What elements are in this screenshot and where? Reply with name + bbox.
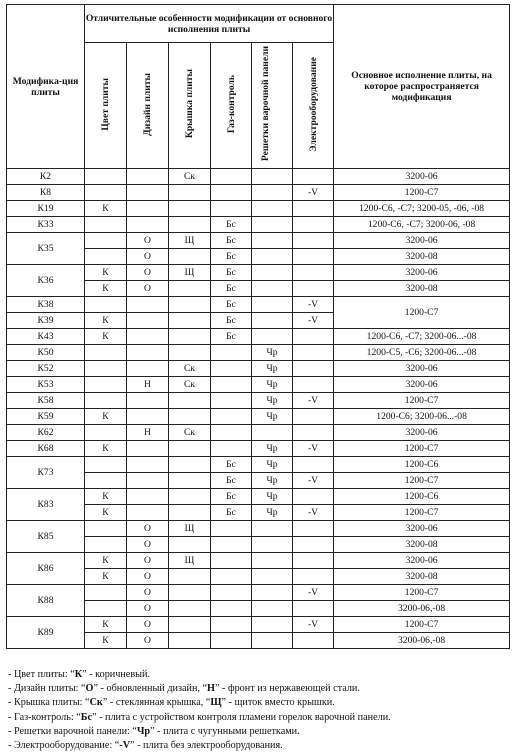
model-cell: К33 [7,217,85,233]
feature-cell [252,313,293,329]
feature-cell: Бс [211,249,252,265]
model-cell: К89 [7,617,85,649]
feature-cell [211,569,252,585]
base-version-cell: 1200-С6, -С7; 3200-06, -08 [334,217,510,233]
feature-cell [127,393,169,409]
feature-cell [293,233,334,249]
table-row [7,425,510,441]
base-version-cell: 3200-06 [334,169,510,185]
feature-cell [252,185,293,201]
base-version-cell: 1200-С7 [334,185,510,201]
feature-cell [293,281,334,297]
feature-cell [252,249,293,265]
legend-text: - Электрооборудование: “ [8,740,120,752]
model-cell: К19 [7,201,85,217]
legend-text: ” - стеклянная крышка, “ [102,697,211,709]
feature-cell: Н [127,377,169,393]
feature-cell [252,537,293,553]
feature-cell [293,377,334,393]
feature-cell [127,297,169,313]
model-cell: К8 [7,185,85,201]
feature-cell: О [127,265,169,281]
legend-text: ” - обновленный дизайн, “ [93,683,208,695]
feature-cell [127,457,169,473]
legend-code: К [74,669,83,680]
feature-cell: -V [293,441,334,457]
legend-text: - Решетки варочной панели: “ [8,725,137,737]
base-version-cell: 1200-С6 [334,489,510,505]
feature-cell [211,425,252,441]
feature-cell [85,457,127,473]
feature-cell [127,329,169,345]
base-version-cell: 3200-06 [334,521,510,537]
feature-cell [169,537,211,553]
feature-cell: -V [293,393,334,409]
feature-cell [85,473,127,489]
feature-cell [169,201,211,217]
table-row [7,297,510,313]
feature-cell [293,329,334,345]
feature-cell: К [85,281,127,297]
feature-cell [169,409,211,425]
legend-text: ” - плита с чугунными решетками. [150,725,300,737]
feature-cell [169,297,211,313]
feature-cell: Ск [169,377,211,393]
feature-cell [127,313,169,329]
legend-text: - Крышка плиты: “ [8,697,90,709]
feature-cell: Бс [211,217,252,233]
table-row [7,409,510,425]
feature-cell [252,569,293,585]
legend-note [8,725,508,739]
feature-cell [127,441,169,457]
feature-cell [252,617,293,633]
legend-text: - Цвет плиты: “ [8,669,75,680]
model-cell: К62 [7,425,85,441]
feature-cell [252,297,293,313]
feature-cell [293,489,334,505]
feature-cell: К [85,505,127,521]
feature-cell [293,249,334,265]
feature-cell [85,249,127,265]
feature-cell: Бс [211,281,252,297]
table-row [7,457,510,473]
feature-cell [169,329,211,345]
feature-cell: Бс [211,297,252,313]
feature-cell: К [85,569,127,585]
feature-cell [252,425,293,441]
legend-text: ” - фронт из нержавеющей стали. [214,683,360,695]
feature-cell [127,505,169,521]
feature-cell: -V [293,505,334,521]
legend-text: - Газ-контроль: “ [8,711,81,723]
legend-code: Н [207,683,215,695]
feature-cell: О [127,281,169,297]
table-row [7,617,510,633]
feature-cell [211,521,252,537]
table-row [7,265,510,281]
table-row [7,169,510,185]
feature-cell [127,201,169,217]
feature-cell: Бс [211,329,252,345]
feature-cell: Щ [169,233,211,249]
feature-cell: Ск [169,361,211,377]
feature-cell: Чр [252,505,293,521]
feature-cell: К [85,201,127,217]
feature-cell: О [127,601,169,617]
modifications-table [6,4,510,649]
feature-cell: О [127,617,169,633]
header-design-col: Дизайн плиты [127,43,169,169]
base-version-cell: 1200-С6; 3200-06...-08 [334,409,510,425]
feature-cell: К [85,265,127,281]
feature-cell: -V [293,313,334,329]
feature-cell: -V [293,473,334,489]
model-cell: К50 [7,345,85,361]
feature-cell [211,393,252,409]
model-cell: К43 [7,329,85,345]
base-version-cell: 3200-08 [334,249,510,265]
feature-cell [293,169,334,185]
table-row [7,233,510,249]
legend-text: - Дизайн плиты: “ [8,683,86,695]
feature-cell: Чр [252,441,293,457]
legend-code: О [85,683,94,695]
base-version-cell: 1200-С7 [334,617,510,633]
model-cell: К35 [7,233,85,265]
base-version-cell: 3200-08 [334,537,510,553]
header-model: Модифика-ция плиты [7,5,85,169]
feature-cell [211,185,252,201]
base-version-cell: 3200-06 [334,233,510,249]
feature-cell [169,617,211,633]
feature-cell [252,169,293,185]
legend-code: Щ [210,697,222,709]
base-version-cell: 1200-С7 [334,441,510,457]
base-version-cell: 3200-08 [334,569,510,585]
feature-cell [252,553,293,569]
model-cell: К88 [7,585,85,617]
feature-cell [211,601,252,617]
feature-cell [127,345,169,361]
feature-cell [85,377,127,393]
feature-cell [85,361,127,377]
feature-cell [169,633,211,649]
feature-cell [169,345,211,361]
feature-cell [211,169,252,185]
feature-cell: Ск [169,425,211,441]
feature-cell: Чр [252,377,293,393]
feature-cell [169,185,211,201]
feature-cell [293,633,334,649]
feature-cell: Чр [252,393,293,409]
model-cell: К86 [7,553,85,585]
feature-cell: О [127,585,169,601]
feature-cell [252,201,293,217]
legend-note [8,711,508,725]
legend-code: Чр [136,725,151,737]
feature-cell: Бс [211,265,252,281]
feature-cell [85,585,127,601]
model-cell: К52 [7,361,85,377]
feature-cell: О [127,537,169,553]
header-lid-col: Крышка плиты [169,43,211,169]
feature-cell [211,633,252,649]
feature-cell: О [127,249,169,265]
header-gas-control-col: Газ-контроль [211,43,252,169]
legend-notes [8,668,508,753]
base-version-cell: 1200-С6, -С7; 3200-06...-08 [334,329,510,345]
base-version-cell: 1200-С6 [334,457,510,473]
feature-cell [252,329,293,345]
base-version-cell: 3200-06 [334,377,510,393]
feature-cell [293,345,334,361]
model-cell: К58 [7,393,85,409]
feature-cell [127,185,169,201]
feature-cell [85,537,127,553]
base-version-cell: 3200-06,-08 [334,601,510,617]
feature-cell [211,441,252,457]
feature-cell: -V [293,185,334,201]
feature-cell [127,409,169,425]
feature-cell: К [85,329,127,345]
feature-cell [211,585,252,601]
feature-cell: Чр [252,361,293,377]
table-row [7,521,510,537]
base-version-cell: 3200-06,-08 [334,633,510,649]
header-differences: Отличительные особенности модификации от основного исполнения плиты [85,5,334,43]
header-color-col: Цвет плиты [85,43,127,169]
feature-cell [169,473,211,489]
feature-cell [293,569,334,585]
base-version-cell: 1200-С5, -С6; 3200-06...-08 [334,345,510,361]
feature-cell: Н [127,425,169,441]
feature-cell [169,505,211,521]
feature-cell: Бс [211,313,252,329]
feature-cell: Бс [211,505,252,521]
feature-cell [252,265,293,281]
feature-cell: Ск [169,169,211,185]
feature-cell: Чр [252,489,293,505]
feature-cell [127,473,169,489]
feature-cell: Щ [169,553,211,569]
base-version-cell: 3200-06 [334,361,510,377]
model-cell: К39 [7,313,85,329]
model-cell: К83 [7,489,85,521]
feature-cell [85,185,127,201]
table-row [7,377,510,393]
base-version-cell: 3200-06 [334,265,510,281]
feature-cell [85,601,127,617]
model-cell: К59 [7,409,85,425]
feature-cell [293,265,334,281]
table-row [7,489,510,505]
legend-note [8,739,508,753]
table-row [7,585,510,601]
base-version-cell: 1200-С7 [334,585,510,601]
feature-cell [85,297,127,313]
model-cell: К38 [7,297,85,313]
table-row [7,553,510,569]
table-row [7,217,510,233]
feature-cell [211,361,252,377]
feature-cell: Бс [211,489,252,505]
feature-cell: О [127,233,169,249]
feature-cell [169,601,211,617]
base-version-cell: 1200-С7 [334,393,510,409]
feature-cell [293,201,334,217]
feature-cell: -V [293,297,334,313]
table-row [7,393,510,409]
feature-cell: -V [293,585,334,601]
feature-cell [169,441,211,457]
feature-cell [252,281,293,297]
legend-code: Бс [80,711,93,723]
feature-cell: К [85,633,127,649]
feature-cell [169,281,211,297]
feature-cell [169,217,211,233]
table-row [7,361,510,377]
feature-cell: К [85,489,127,505]
feature-cell [293,361,334,377]
feature-cell [293,425,334,441]
feature-cell: -V [293,617,334,633]
header-electrical-col: Электрооборудование [293,43,334,169]
base-version-cell: 3200-06 [334,553,510,569]
model-cell: К53 [7,377,85,393]
base-version-cell: 3200-06 [334,425,510,441]
base-version-cell: 1200-С7 [334,505,510,521]
table-body [7,169,510,649]
legend-text: ” - плита с устройством контроля пламени горелок варочной панели. [92,711,391,723]
base-version-cell: 1200-С7 [334,473,510,489]
feature-cell [211,409,252,425]
base-version-cell: 1200-С7 [334,297,510,329]
feature-cell [85,521,127,537]
feature-cell [85,345,127,361]
table-row [7,185,510,201]
feature-cell: К [85,313,127,329]
feature-cell [85,393,127,409]
feature-cell: Щ [169,265,211,281]
legend-note [8,696,508,710]
feature-cell: Чр [252,473,293,489]
feature-cell [169,313,211,329]
feature-cell [293,521,334,537]
legend-text: ” - щиток вместо крышки. [221,697,335,709]
feature-cell [127,169,169,185]
model-cell: К2 [7,169,85,185]
feature-cell [293,537,334,553]
feature-cell [169,569,211,585]
feature-cell [293,457,334,473]
feature-cell: Бс [211,457,252,473]
legend-text: ” - коричневый. [82,669,150,680]
table-row [7,329,510,345]
legend-text: ” - плита без электрооборудования. [130,740,283,752]
feature-cell [127,217,169,233]
feature-cell: Чр [252,345,293,361]
feature-cell: О [127,553,169,569]
feature-cell [169,585,211,601]
feature-cell: К [85,441,127,457]
feature-cell: К [85,553,127,569]
feature-cell [293,601,334,617]
feature-cell [211,537,252,553]
feature-cell [169,457,211,473]
feature-cell [85,217,127,233]
model-cell: К73 [7,457,85,489]
feature-cell [211,377,252,393]
feature-cell [252,601,293,617]
base-version-cell: 3200-08 [334,281,510,297]
feature-cell [211,553,252,569]
feature-cell: К [85,409,127,425]
model-cell: К85 [7,521,85,553]
feature-cell [85,169,127,185]
table-row [7,441,510,457]
base-version-cell: 1200-С6, -С7; 3200-05, -06, -08 [334,201,510,217]
feature-cell: О [127,633,169,649]
feature-cell [211,617,252,633]
header-base-version: Основное исполнение плиты, на которое распространяется модификация [334,5,510,169]
feature-cell: Бс [211,473,252,489]
legend-note [8,668,508,682]
feature-cell [211,201,252,217]
feature-cell [252,233,293,249]
feature-cell: К [85,617,127,633]
model-cell: К36 [7,265,85,297]
feature-cell [252,521,293,537]
feature-cell [252,633,293,649]
feature-cell: Чр [252,409,293,425]
header-grates-col: Решетки варочной панели [252,43,293,169]
feature-cell [85,233,127,249]
feature-cell [169,489,211,505]
feature-cell: Бс [211,233,252,249]
model-cell: К68 [7,441,85,457]
feature-cell [211,345,252,361]
feature-cell: О [127,521,169,537]
table-row [7,201,510,217]
feature-cell [85,425,127,441]
table-row [7,345,510,361]
feature-cell [169,249,211,265]
feature-cell: Щ [169,521,211,537]
feature-cell: Чр [252,457,293,473]
feature-cell [127,361,169,377]
feature-cell [293,553,334,569]
feature-cell [127,489,169,505]
legend-code: -V [119,740,131,752]
feature-cell [252,585,293,601]
feature-cell [169,393,211,409]
legend-note [8,682,508,696]
feature-cell [293,217,334,233]
feature-cell: О [127,569,169,585]
legend-code: Ск [89,697,103,709]
feature-cell [293,409,334,425]
feature-cell [252,217,293,233]
